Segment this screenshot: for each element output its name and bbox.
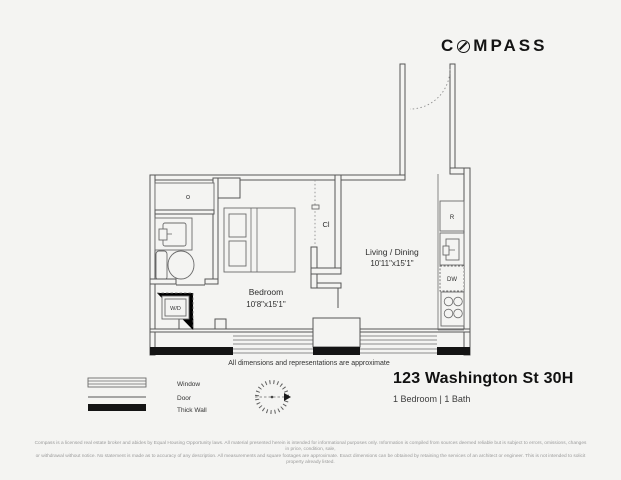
bathroom bbox=[150, 178, 218, 285]
bedroom-label: Bedroom bbox=[248, 287, 284, 297]
living-label: Living / Dining bbox=[365, 247, 419, 257]
legend-window-label: Window bbox=[177, 381, 201, 388]
compass-logo bbox=[441, 36, 547, 56]
bathroom-sink-icon bbox=[155, 218, 192, 250]
disclaimer-line-2: or withdrawal without notice. No statement is made as to accuracy of any description. All measurements and square footages are approximate. Exact dimensions can be obtained by retaining the services of an architect or engineer. This is not intended to solicit property already listed. bbox=[35, 453, 586, 466]
logo-letters-mpass: MPASS bbox=[473, 36, 548, 55]
legend bbox=[88, 378, 207, 414]
bed-icon bbox=[224, 208, 295, 272]
legend-door-label: Door bbox=[177, 395, 192, 402]
listing-subtitle: 1 Bedroom | 1 Bath bbox=[393, 394, 471, 404]
living-dimensions: 10'11"x15'1" bbox=[370, 259, 414, 268]
closet bbox=[311, 175, 341, 308]
listing-title: 123 Washington St 30H bbox=[393, 370, 574, 387]
entry-corridor bbox=[400, 64, 470, 180]
north-arrow bbox=[284, 393, 291, 401]
thick-wall-segment bbox=[150, 347, 233, 355]
thick-wall-symbol bbox=[88, 404, 146, 411]
dishwasher-label: DW bbox=[447, 277, 457, 283]
disclaimer-line-1: Compass is a licensed real estate broker and abides by Equal Housing Opportunity laws. All material presented herein is intended for informational purposes only. Information is compiled from sources deemed reliable but is subject to errors, omissions, changes in price, condition, sale, bbox=[34, 441, 587, 453]
title-block bbox=[393, 370, 574, 404]
shower bbox=[155, 183, 214, 212]
logo-letter-c: C bbox=[441, 36, 457, 55]
refrigerator-label: R bbox=[449, 215, 455, 221]
living-dining bbox=[365, 247, 419, 268]
window-glazing-left bbox=[233, 336, 313, 353]
thick-wall-segment bbox=[313, 347, 360, 355]
compass-rose-icon bbox=[255, 382, 291, 412]
compass-needle-o-icon bbox=[457, 40, 470, 53]
washer-dryer-label: W/D bbox=[170, 306, 181, 312]
entry-door-swing-arc bbox=[410, 69, 450, 109]
closet-label: Cl bbox=[322, 220, 330, 229]
disclaimer bbox=[33, 441, 588, 467]
bedroom-dimensions: 10'8"x15'1" bbox=[246, 300, 286, 309]
bedroom bbox=[224, 208, 295, 309]
window-glazing-right bbox=[360, 336, 437, 353]
kitchen bbox=[438, 174, 464, 330]
window-pier-bay bbox=[313, 318, 360, 347]
legend-thick-wall-label: Thick Wall bbox=[177, 407, 207, 414]
window-wall bbox=[150, 318, 470, 355]
kitchen-sink-icon bbox=[440, 233, 464, 265]
toilet-icon bbox=[156, 251, 194, 280]
window-symbol bbox=[88, 378, 146, 387]
dimensions-note: All dimensions and representations are approximate bbox=[228, 360, 390, 367]
thick-wall-segment bbox=[437, 347, 470, 355]
stove-icon bbox=[441, 292, 464, 326]
